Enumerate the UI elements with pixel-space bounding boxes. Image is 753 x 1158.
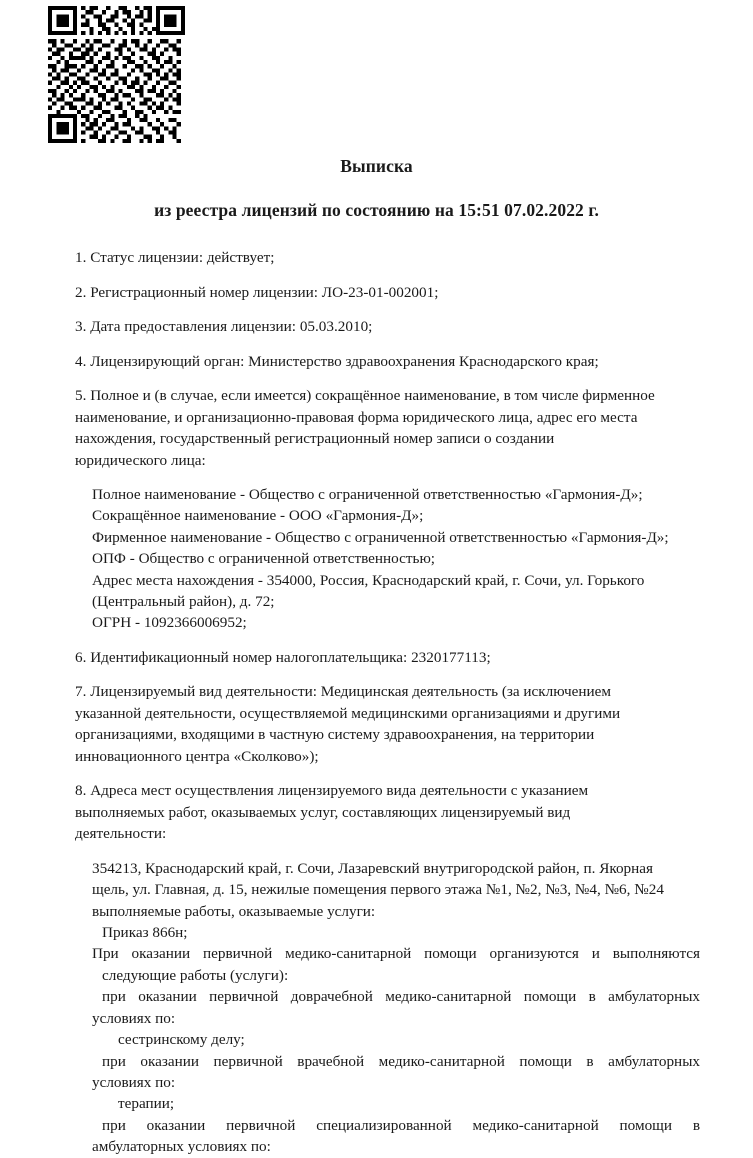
entity-short-name: Сокращённое наименование - ООО «Гармония-Д»; — [92, 507, 424, 525]
works-group3-line-1: при оказании первичной специализированной медико-санитарной помощи в — [102, 1116, 700, 1134]
works-order: Приказ 866н; — [102, 924, 188, 942]
item7-line-2: указанной деятельности, осуществляемой медицинскими организациями и другими — [75, 704, 621, 722]
activity-address-line-3: выполняемые работы, оказываемые услуги: — [92, 902, 376, 920]
item7-line-1: 7. Лицензируемый вид деятельности: Медицинская деятельность (за исключением — [75, 683, 611, 701]
list-item-issue-date: 3. Дата предоставления лицензии: 05.03.2010; — [75, 318, 373, 335]
document-subtitle: из реестра лицензий по состоянию на 15:51 07.02.2022 г. — [154, 200, 599, 220]
works-group2-line-2: условиях по: — [92, 1073, 176, 1091]
item5-line-1: 5. Полное и (в случае, если имеется) сокращённое наименование, в том числе фирменное — [75, 387, 655, 404]
item7-line-3: организациями, входящими в частную систему здравоохранения, на территории — [75, 726, 595, 744]
qr-code-svg — [48, 6, 185, 143]
works-group1-item: сестринскому делу; — [118, 1031, 245, 1049]
activity-address-line-1: 354213, Краснодарский край, г. Сочи, Лазаревский внутригородской район, п. Якорная — [92, 859, 653, 877]
item5-line-4: юридического лица: — [75, 451, 206, 469]
works-intro-line-2: следующие работы (услуги): — [102, 966, 289, 984]
works-group1-line-2: условиях по: — [92, 1009, 176, 1027]
list-item-entity-names — [53, 385, 700, 471]
entity-full-name: Полное наименование - Общество с ограниченной ответственностью «Гармония-Д»; — [92, 486, 643, 503]
list-item-activity-type — [53, 681, 700, 767]
document-body — [0, 155, 753, 1158]
item7-line-4: инновационного центра «Сколково»); — [75, 747, 319, 765]
item8-line-1: 8. Адреса мест осуществления лицензируемого вида деятельности с указанием — [75, 782, 589, 800]
list-item-licensing-authority: 4. Лицензирующий орган: Министерство здравоохранения Краснодарского края; — [75, 352, 599, 370]
qr-code-icon — [48, 6, 185, 143]
item5-line-2: наименование, и организационно-правовая форма юридического лица, адрес его места — [75, 408, 638, 426]
page-title: Выписка — [340, 156, 413, 176]
item8-line-2: выполняемых работ, оказываемых услуг, составляющих лицензируемый вид — [75, 803, 571, 821]
works-group1-line-1: при оказании первичной доврачебной медико-санитарной помощи в амбулаторных — [102, 988, 700, 1006]
works-intro-line-1: При оказании первичной медико-санитарной помощи организуются и выполняются — [92, 945, 700, 963]
entity-address-line-2: (Центральный район), д. 72; — [92, 593, 275, 611]
entity-details-block — [53, 484, 700, 634]
list-item-activity-addresses — [53, 780, 700, 845]
item5-line-3: нахождения, государственный регистрационный номер записи о создании — [75, 430, 555, 447]
list-item-registration-number: 2. Регистрационный номер лицензии: ЛО-23-01-002001; — [75, 283, 439, 301]
activity-address-line-2: щель, ул. Главная, д. 15, нежилые помещения первого этажа №1, №2, №3, №4, №6, №24 — [92, 881, 664, 899]
list-item-inn: 6. Идентификационный номер налогоплательщика: 2320177113; — [75, 648, 491, 666]
entity-address-line-1: Адрес места нахождения - 354000, Россия, Краснодарский край, г. Сочи, ул. Горького — [92, 571, 645, 589]
list-item-status: 1. Статус лицензии: действует; — [75, 249, 275, 266]
entity-brand-name: Фирменное наименование - Общество с ограниченной ответственностью «Гармония-Д»; — [92, 528, 669, 546]
works-group2-line-1: при оказании первичной врачебной медико-санитарной помощи в амбулаторных — [102, 1052, 700, 1070]
works-group2-item: терапии; — [118, 1095, 175, 1113]
activity-address-block — [53, 858, 700, 1158]
works-group3-line-2: амбулаторных условиях по: — [92, 1138, 271, 1156]
entity-ogrn: ОГРН - 1092366006952; — [92, 614, 247, 632]
item8-line-3: деятельности: — [75, 825, 167, 843]
entity-legal-form: ОПФ - Общество с ограниченной ответственностью; — [92, 550, 436, 568]
